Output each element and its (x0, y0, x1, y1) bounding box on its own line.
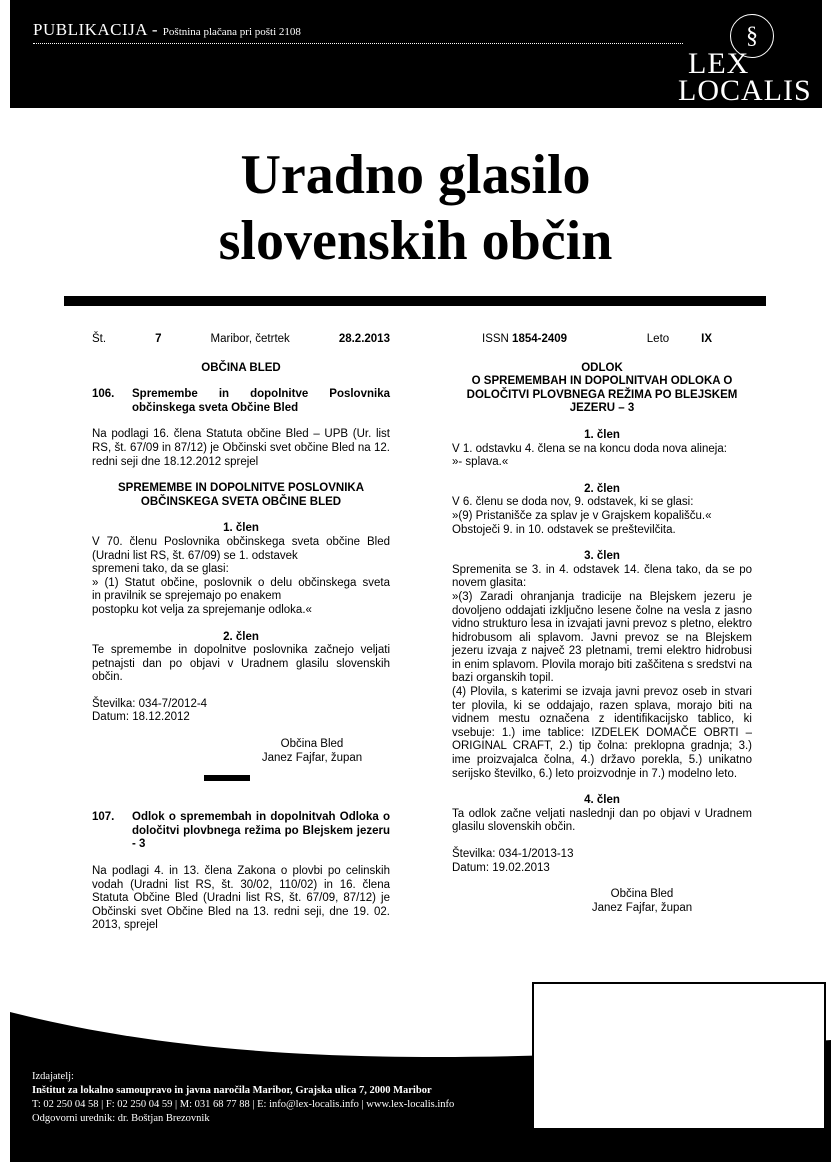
year-label: Leto (646, 333, 670, 345)
issue-label: Št. (92, 333, 107, 345)
article-text: Te spremembe in dopolnitve poslovnika začnejo veljati petnajsti dan po objavi v Uradnem glasilu slovenskih občin. (92, 644, 390, 684)
item-106-heading (92, 388, 390, 415)
left-column (92, 333, 390, 933)
article-title: 1. člen (584, 428, 620, 441)
article-text-line: » (1) Statut občine, poslovnik o delu občinskega sveta (92, 576, 390, 589)
item-title: Odlok o spremembah in dopolnitvah Odloka o določitvi plovbnega režima po Blejskem jezeru - 3 (132, 811, 390, 851)
document-number: Številka: 034-1/2013-13 (452, 848, 574, 860)
dotted-divider (33, 43, 683, 44)
article-text: »(3) Zaradi ohranjanja tradicije na Blejskem jezeru je dovoljeno oddajati izključno lesene čolne na vesla z jasno vidno strukturo lesa in izvajati javni prevoz s pletno, elektro hidrobusom ali splavom. Javni prevoz se na Blejskem jezeru izvaja z največ 23 pletnami, tremi elektro hidrobusi in enim splavom. Plovila morajo biti zaščitena s sredstvi na bazi organskih topil. (452, 590, 752, 685)
article-text-line: (Uradni list RS, št. 67/09) se 1. odstavek (92, 549, 298, 562)
blank-label-box (532, 982, 826, 1130)
municipality-heading: OBČINA BLED (201, 361, 281, 374)
item-number: 106. (92, 388, 115, 401)
article-text-line: V 70. členu Poslovnika občinskega sveta občine Bled (92, 535, 390, 548)
item-title: Spremembe in dopolnitve Poslovnika občinskega sveta Občine Bled (132, 388, 390, 414)
article-title: 3. člen (584, 550, 620, 563)
postage-note: Poštnina plačana pri pošti 2108 (162, 26, 301, 38)
issue-number: 7 (155, 333, 162, 345)
document-date: Datum: 19.02.2013 (452, 861, 550, 874)
article-text-line: spremeni tako, da se glasi: (92, 563, 229, 576)
publisher-info (32, 1070, 454, 1126)
lex-localis-logo (670, 10, 812, 107)
logo-line2: LOCALIS (678, 74, 812, 107)
article-title: 4. člen (584, 794, 620, 807)
signature-name: Janez Fajfar, župan (591, 901, 693, 914)
article-text-line: »(9) Pristanišče za splav je v Grajskem kopališču.« (452, 509, 712, 522)
article-title: 1. člen (223, 522, 259, 535)
page-title (0, 142, 831, 274)
issn (482, 333, 567, 347)
document-date: Datum: 18.12.2012 (92, 711, 190, 724)
masthead-right (452, 333, 752, 347)
paragraph-symbol-icon: § (730, 14, 774, 58)
item-number: 107. (92, 811, 115, 824)
issn-label: ISSN (482, 333, 509, 345)
publisher-editor: Odgovorni urednik: dr. Boštjan Brezovnik (32, 1113, 210, 1124)
header-band (10, 0, 822, 108)
article-title: 2. člen (223, 630, 259, 643)
issue-date: 28.2.2013 (338, 333, 390, 345)
document-number: Številka: 034-7/2012-4 (92, 697, 208, 710)
document-heading: SPREMEMBE IN DOPOLNITVE POSLOVNIKA OBČINSKEGA SVETA OBČINE BLED (118, 482, 364, 508)
article-text: (4) Plovila, s katerimi se izvaja javni prevoz oseb in stvari ter plovila, ki se oddajajo, razen splava, morajo biti na vidnem mestu označena z identifikacijsko tablico, ki vsebuje: 1.) ime tablice: IZDELEK DOMAČE OBRTI – ORIGINAL CRAFT, 2.) tip čolna: preklopna gradnja; 3.) ime proizvajalca čolna, 4.) državo porekla, 5.) unikatno serijsko številko, 6.) leto proizvodnje in 7.) modelno leto. (452, 686, 752, 780)
article-text-line: V 6. členu se doda nov, 9. odstavek, ki se glasi: (452, 496, 694, 509)
article-text-line: »- splava.« (452, 456, 509, 469)
signature-block (92, 738, 390, 765)
masthead-left (92, 333, 390, 347)
decree-subheading: O SPREMEMBAH IN DOPOLNITVAH ODLOKA O DOLOČITVI PLOVBNEGA REŽIMA PO BLEJSKEM JEZERU – 3 (466, 375, 738, 415)
preamble-107: Na podlagi 4. in 13. člena Zakona o plovbi po celinskih vodah (Uradni list RS, št. 30/02, 110/02) in 16. člena Statuta Občine Bled (Uradni list RS, št. 67/09, 87/12) je Občinski svet Občine Bled na 13. redni seji, dne 19. 02. 2013, sprejel (92, 865, 390, 932)
logo-line1: LEX (688, 47, 750, 80)
publication-label: PUBLIKACIJA - (33, 20, 159, 39)
title-line2: slovenskih občin (218, 210, 613, 272)
signature-org: Občina Bled (610, 888, 674, 901)
article-text-line: postopku kot velja za sprejemanje odloka.« (92, 603, 312, 616)
right-column (452, 333, 752, 915)
publisher-label: Izdajatelj: (32, 1071, 74, 1082)
signature-block (452, 888, 752, 915)
decree-heading: ODLOK (581, 361, 623, 374)
title-rule (64, 296, 766, 306)
article-text-line: in pravilnik se sprejemajo po enakem (92, 590, 282, 603)
item-107-heading (92, 811, 390, 852)
article-text-line: V 1. odstavku 4. člena se na koncu doda nova alineja: (452, 442, 727, 455)
title-line1: Uradno glasilo (240, 144, 591, 206)
signature-org: Občina Bled (280, 738, 344, 751)
place-day: Maribor, četrtek (210, 333, 290, 345)
signature-name: Janez Fajfar, župan (261, 751, 363, 764)
article-text-line: Obstoječi 9. in 10. odstavek se preštevilčita. (452, 523, 676, 536)
publisher-name: Inštitut za lokalno samoupravo in javna naročila Maribor, Grajska ulica 7, 2000 Maribor (32, 1085, 432, 1096)
publisher-contacts: T: 02 250 04 58 | F: 02 250 04 59 | M: 031 68 77 88 | E: info@lex-localis.info | www.lex-localis.info (32, 1099, 455, 1110)
year-number: IX (701, 333, 712, 345)
article-text: Ta odlok začne veljati naslednji dan po objavi v Uradnem glasilu slovenskih občin. (452, 807, 752, 834)
publication-line (33, 20, 301, 40)
preamble-106: Na podlagi 16. člena Statuta občine Bled – UPB (Ur. list RS, št. 67/09 in 87/12) je Občinski svet občine Bled na 12. redni seji dne 18.12.2012 sprejel (92, 428, 390, 468)
article-text: Spremenita se 3. in 4. odstavek 14. člena tako, da se po novem glasita: (452, 563, 752, 590)
issn-number: 1854-2409 (512, 333, 568, 345)
year (647, 333, 712, 347)
article-title: 2. člen (584, 482, 620, 495)
